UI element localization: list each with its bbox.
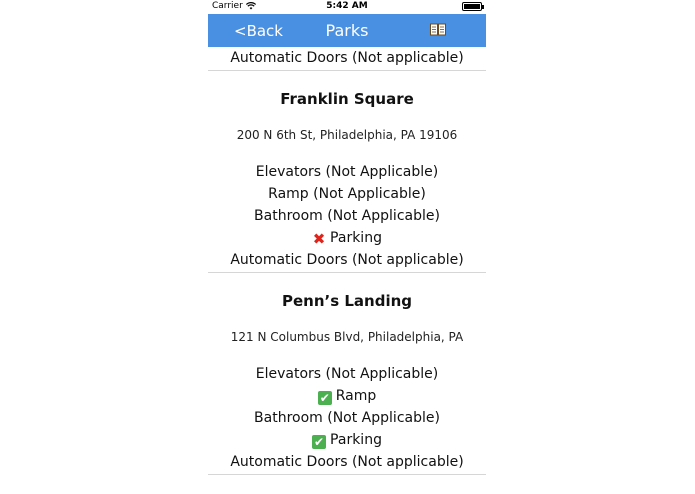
- feature-label: Ramp (Not Applicable): [268, 186, 426, 202]
- check-mark-icon: ✔: [319, 391, 330, 405]
- feature-label: Elevators (Not Applicable): [255, 164, 439, 180]
- back-button[interactable]: <Back: [234, 22, 283, 40]
- park-list[interactable]: [208, 47, 486, 475]
- feature-label: Bathroom (Not Applicable): [254, 410, 440, 426]
- feature-label: Ramp: [335, 388, 377, 404]
- feature-label: Elevators (Not Applicable): [255, 366, 439, 382]
- feature-list: [208, 161, 486, 271]
- divider: [208, 474, 486, 475]
- park-name: Franklin Square: [280, 90, 414, 108]
- navigation-bar: [208, 14, 486, 47]
- check-mark-icon: ✔: [314, 435, 325, 449]
- feature-label: Parking: [330, 230, 382, 246]
- feature-label: Parking: [330, 432, 382, 448]
- carrier-label: Carrier: [212, 1, 243, 11]
- feature-label: Bathroom (Not Applicable): [254, 208, 440, 224]
- feature-item: [208, 183, 486, 205]
- feature-automatic-doors: Automatic Doors (Not applicable): [230, 50, 464, 66]
- divider: [208, 70, 486, 71]
- park-address: 200 N 6th St, Philadelphia, PA 19106: [236, 128, 458, 142]
- feature-label: Automatic Doors (Not applicable): [230, 252, 464, 268]
- phone-screen: [208, 0, 486, 494]
- feature-item: [208, 407, 486, 429]
- feature-item: [208, 249, 486, 271]
- feature-item: [208, 363, 486, 385]
- feature-item: [208, 385, 486, 407]
- cross-mark-icon: ✖: [312, 230, 326, 248]
- battery-icon: [462, 2, 482, 11]
- park-address: 121 N Columbus Blvd, Philadelphia, PA: [230, 330, 464, 344]
- feature-item: [208, 161, 486, 183]
- park-section[interactable]: [208, 89, 486, 273]
- park-name: Penn’s Landing: [281, 292, 413, 310]
- feature-list: [208, 363, 486, 473]
- feature-item: [208, 205, 486, 227]
- feature-label: Automatic Doors (Not applicable): [230, 454, 464, 470]
- status-bar: [208, 0, 486, 14]
- parks-container: [208, 89, 486, 475]
- battery-fill: [464, 4, 480, 9]
- feature-item: [208, 429, 486, 451]
- feature-item: [208, 227, 486, 249]
- book-icon[interactable]: [430, 23, 446, 36]
- park-section[interactable]: [208, 291, 486, 475]
- page-title: Parks: [325, 21, 369, 40]
- divider: [208, 272, 486, 273]
- feature-item: [208, 451, 486, 473]
- status-time: 5:42 AM: [326, 1, 368, 11]
